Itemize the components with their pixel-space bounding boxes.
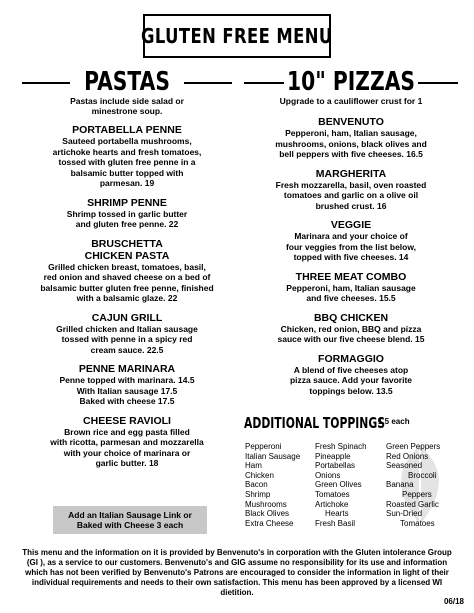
pasta-desc: Grilled chicken and Italian sausage tossed with penne in a spicy red cream sauce. 22.5 [56,323,198,355]
pastas-heading: PASTAS [84,67,170,97]
topping-item: Seasoned [386,461,423,471]
pizzas-column [244,68,458,396]
pasta-item [22,312,232,356]
toppings-heading: ADDITIONAL TOPPINGS [244,414,385,432]
pizza-desc: Fresh mozzarella, basil, oven roasted tomatoes and garlic on a olive oil brushed crust. 16 [275,179,427,211]
pizzas-heading-row [244,68,458,96]
pizza-name: FORMAGGIO [318,352,384,365]
pizza-name: BBQ CHICKEN [313,311,389,324]
pizzas-heading: 10" PIZZAS [287,67,415,97]
heading-rule-left [22,82,70,84]
topping-item: Tomatoes [315,489,350,499]
topping-item: Fresh Spinach [315,442,367,451]
pasta-desc: Grilled chicken breast, tomatoes, basil, red onion and shaved cheese on a bed of balsamic butter gluten free penne, finished with a balsamic glaze. 22 [40,261,214,303]
topping-item: Mushrooms [245,499,287,509]
toppings-column-1 [245,442,317,528]
topping-item: Ham [245,461,262,471]
pasta-item [22,415,232,469]
heading-rule-left [244,82,284,84]
pasta-name: CHEESE RAVIOLI [83,414,171,427]
pizza-name: THREE MEAT COMBO [295,270,407,283]
topping-item: Pineapple [315,451,351,461]
pasta-name: PENNE MARINARA [78,363,176,375]
menu-title-box [143,14,331,58]
pizza-desc: Chicken, red onion, BBQ and pizza sauce with our five cheese blend. 15 [277,323,425,344]
toppings-heading-row [244,414,458,434]
topping-item: Banana [386,480,414,490]
topping-item: Red Onions [386,451,429,461]
pizza-desc: Marinara and your choice of four veggies from the list below, topped with five cheeses. 14 [285,231,417,262]
pizza-item [244,168,458,212]
pastas-heading-row [22,68,232,96]
topping-item: Portabellas [315,461,356,471]
topping-item: Black Olives [245,509,290,519]
pastas-intro: Pastas include side salad or minestrone soup. [70,96,184,116]
topping-item: Roasted Garlic [386,499,439,509]
topping-item: Bacon [245,480,268,490]
menu-title: GLUTEN FREE MENU [141,24,333,48]
pizza-name: BENVENUTO [318,116,384,128]
pasta-name: PORTABELLA PENNE [72,124,182,136]
pizza-desc: Pepperoni, ham, Italian sausage and five cheeses. 15.5 [286,282,416,303]
pizza-item [244,353,458,397]
pasta-item [22,124,232,189]
toppings-column-3 [386,442,458,528]
topping-item: Tomatoes [400,518,435,528]
topping-item: Artichoke [315,499,349,509]
menu-date-code: 06/18 [443,597,464,606]
topping-item: Extra Cheese [245,518,294,528]
topping-item: Pepperoni [245,442,282,451]
pizza-item [244,312,458,345]
pizzas-intro: Upgrade to a cauliflower crust for 1 [279,96,423,106]
pizza-desc: A blend of five cheeses atop pizza sauce. Add your favorite toppings below. 13.5 [289,364,413,396]
pizza-name: MARGHERITA [315,167,387,180]
toppings-column-2 [315,442,387,528]
topping-item: Onions [315,470,341,480]
topping-item: Fresh Basil [315,518,356,528]
topping-item: Shrimp [245,489,271,499]
pizza-item [244,219,458,263]
topping-item: Chicken [245,470,274,480]
topping-item: Italian Sausage [245,451,301,461]
toppings-price: 1.5 each [378,417,410,426]
pasta-item [22,197,232,230]
pasta-name: CAJUN GRILL [91,311,163,324]
disclaimer-footer: This menu and the information on it is provided by Benvenuto's in corporation with the Gluten intolerance Group (GI ), as a service to our customers. Benvenuto's and GIG assume no responsibility for its use and information which has not been verified by Benvenuto's Patrons are encouraged to consider the information in light of their individual requirements and needs to their own satisfaction. This menu has been approved by a licensed WI dietition. [22,548,452,597]
pasta-item [22,363,232,407]
pasta-desc: Brown rice and egg pasta filled with ricotta, parmesan and mozzarella with your choice of marinara or garlic butter. 18 [50,426,204,468]
topping-item: Green Peppers [386,442,441,451]
pizza-desc: Pepperoni, ham, Italian sausage, mushrooms, onions, black olives and bell peppers with five cheeses. 16.5 [275,128,427,159]
topping-item: Broccoli [408,470,437,480]
heading-rule-right [184,82,232,84]
pasta-item [22,238,232,304]
pizza-item [244,271,458,304]
topping-item: Peppers [402,489,432,499]
topping-item: Hearts [325,509,349,519]
pastas-column [22,68,232,469]
pasta-desc: Penne topped with marinara. 14.5 With Italian sausage 17.5 Baked with cheese 17.5 [59,375,195,406]
pizza-item [244,116,458,160]
heading-rule-right [418,82,458,84]
pasta-name: BRUSCHETTA CHICKEN PASTA [84,237,170,262]
pasta-name: SHRIMP PENNE [87,196,167,209]
pizza-name: VEGGIE [330,219,372,231]
pasta-desc: Sauteed portabella mushrooms, artichoke hearts and fresh tomatoes, tossed with gluten free penne in a balsamic butter topped with parmesan. 19 [52,136,202,188]
pasta-addon-callout: Add an Italian Sausage Link or Baked with Cheese 3 each [53,506,207,534]
topping-item: Green Olives [315,480,362,490]
topping-item: Sun-Dried [386,509,423,519]
pasta-desc: Shrimp tossed in garlic butter and gluten free penne. 22 [66,208,188,229]
